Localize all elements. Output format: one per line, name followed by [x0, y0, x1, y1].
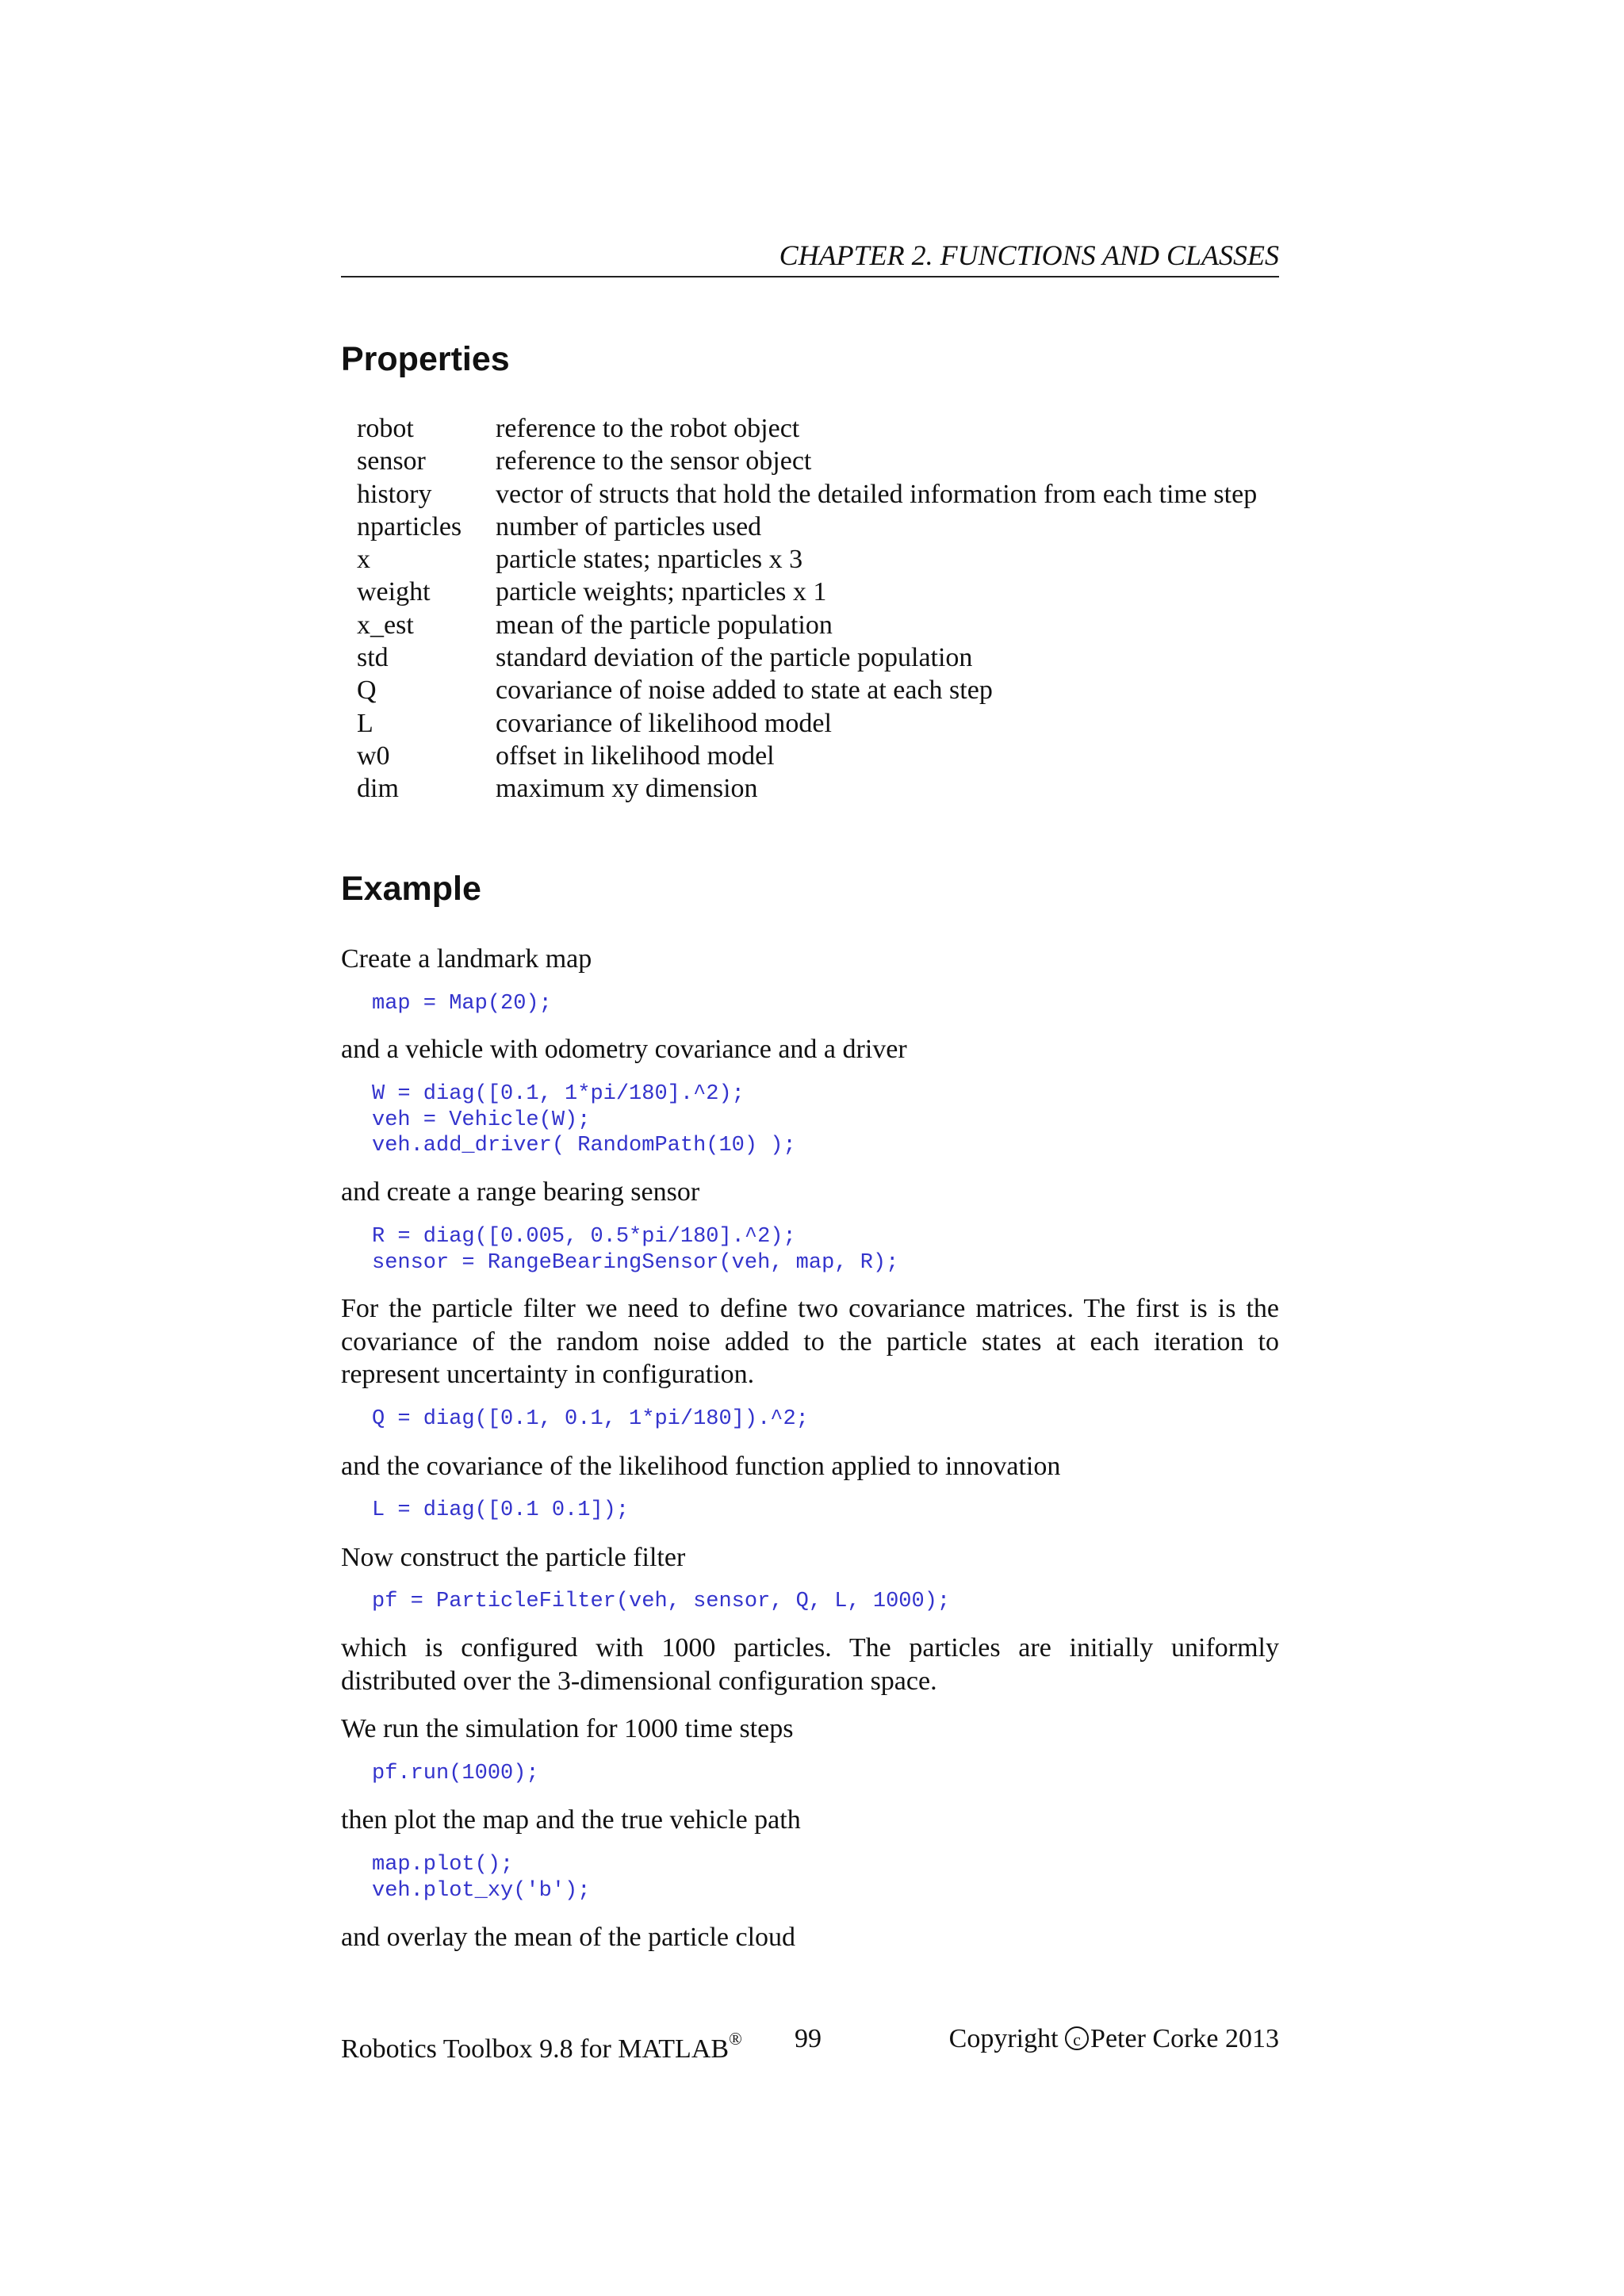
property-name: x_est: [357, 610, 414, 640]
paragraph: and overlay the mean of the particle cloud: [341, 1923, 796, 1952]
code-block: W = diag([0.1, 1*pi/180].^2); veh = Vehicle(W); veh.add_driver( RandomPath(10) );: [372, 1082, 796, 1158]
property-name: dim: [357, 774, 399, 804]
property-description: vector of structs that hold the detailed information from each time step: [496, 479, 1258, 509]
property-row: [357, 609, 1308, 641]
paragraph: We run the simulation for 1000 time steps: [341, 1714, 794, 1743]
property-name: x: [357, 545, 370, 575]
property-row: [357, 543, 1308, 576]
property-row: [357, 740, 1308, 772]
paragraph: Create a landmark map: [341, 944, 592, 974]
code-block: map.plot(); veh.plot_xy('b');: [372, 1853, 591, 1903]
copyright-icon: c: [1065, 2026, 1089, 2050]
property-name: std: [357, 643, 389, 673]
paragraph: and create a range bearing sensor: [341, 1177, 700, 1207]
page-footer: [341, 2022, 1279, 2064]
running-header: [341, 238, 1279, 277]
example-heading: Example: [341, 870, 481, 908]
chapter-title: CHAPTER 2. FUNCTIONS AND CLASSES: [779, 239, 1279, 271]
code-block: map = Map(20);: [372, 992, 552, 1016]
paragraph: then plot the map and the true vehicle path: [341, 1805, 801, 1835]
paragraph: and the covariance of the likelihood function applied to innovation: [341, 1452, 1061, 1481]
paragraph: Now construct the particle filter: [341, 1543, 686, 1572]
code-block: pf = ParticleFilter(veh, sensor, Q, L, 1000);: [372, 1590, 951, 1613]
property-row: [357, 576, 1308, 608]
property-name: sensor: [357, 446, 426, 476]
code-block: pf.run(1000);: [372, 1762, 539, 1785]
footer-copyright: Copyright c Peter Corke 2013: [948, 2024, 1279, 2053]
property-name: history: [357, 479, 432, 509]
property-description: offset in likelihood model: [496, 740, 775, 771]
property-description: number of particles used: [496, 511, 762, 541]
property-description: covariance of likelihood model: [496, 708, 832, 738]
property-name: L: [357, 708, 373, 738]
code-block: L = diag([0.1 0.1]);: [372, 1498, 630, 1522]
property-row: [357, 478, 1308, 511]
property-description: maximum xy dimension: [496, 774, 758, 804]
property-row: [357, 772, 1308, 805]
property-name: weight: [357, 577, 431, 607]
property-description: particle states; nparticles x 3: [496, 545, 803, 575]
property-name: robot: [357, 414, 414, 443]
footer-book-title: Robotics Toolbox 9.8 for MATLAB®: [341, 2029, 742, 2064]
paragraph: which is configured with 1000 particles. The particles are initially uniformly distributed over the 3-dimensional configuration space.: [341, 1633, 1279, 1696]
registered-mark: ®: [729, 2029, 742, 2049]
property-row: [357, 707, 1308, 740]
property-description: mean of the particle population: [496, 610, 833, 640]
paragraph: For the particle filter we need to define two covariance matrices. The first is is the covariance of the random noise added to the particle states at each iteration to represent uncertainty in configuration.: [341, 1294, 1279, 1389]
properties-table: [357, 412, 1308, 806]
properties-heading: Properties: [341, 340, 510, 378]
property-description: standard deviation of the particle population: [496, 643, 973, 673]
property-row: [357, 641, 1308, 674]
code-block: R = diag([0.005, 0.5*pi/180].^2); sensor = RangeBearingSensor(veh, map, R);: [372, 1225, 899, 1275]
property-description: reference to the robot object: [496, 414, 800, 443]
page-number: 99: [795, 2024, 822, 2053]
property-description: reference to the sensor object: [496, 446, 812, 476]
property-name: w0: [357, 740, 390, 771]
property-name: nparticles: [357, 511, 462, 541]
property-row: [357, 674, 1308, 706]
property-row: [357, 445, 1308, 477]
property-row: [357, 412, 1308, 445]
property-description: covariance of noise added to state at each step: [496, 675, 993, 706]
property-description: particle weights; nparticles x 1: [496, 577, 827, 607]
code-block: Q = diag([0.1, 0.1, 1*pi/180]).^2;: [372, 1407, 809, 1431]
property-row: [357, 511, 1308, 543]
paragraph: and a vehicle with odometry covariance and a driver: [341, 1035, 907, 1064]
property-name: Q: [357, 675, 377, 706]
